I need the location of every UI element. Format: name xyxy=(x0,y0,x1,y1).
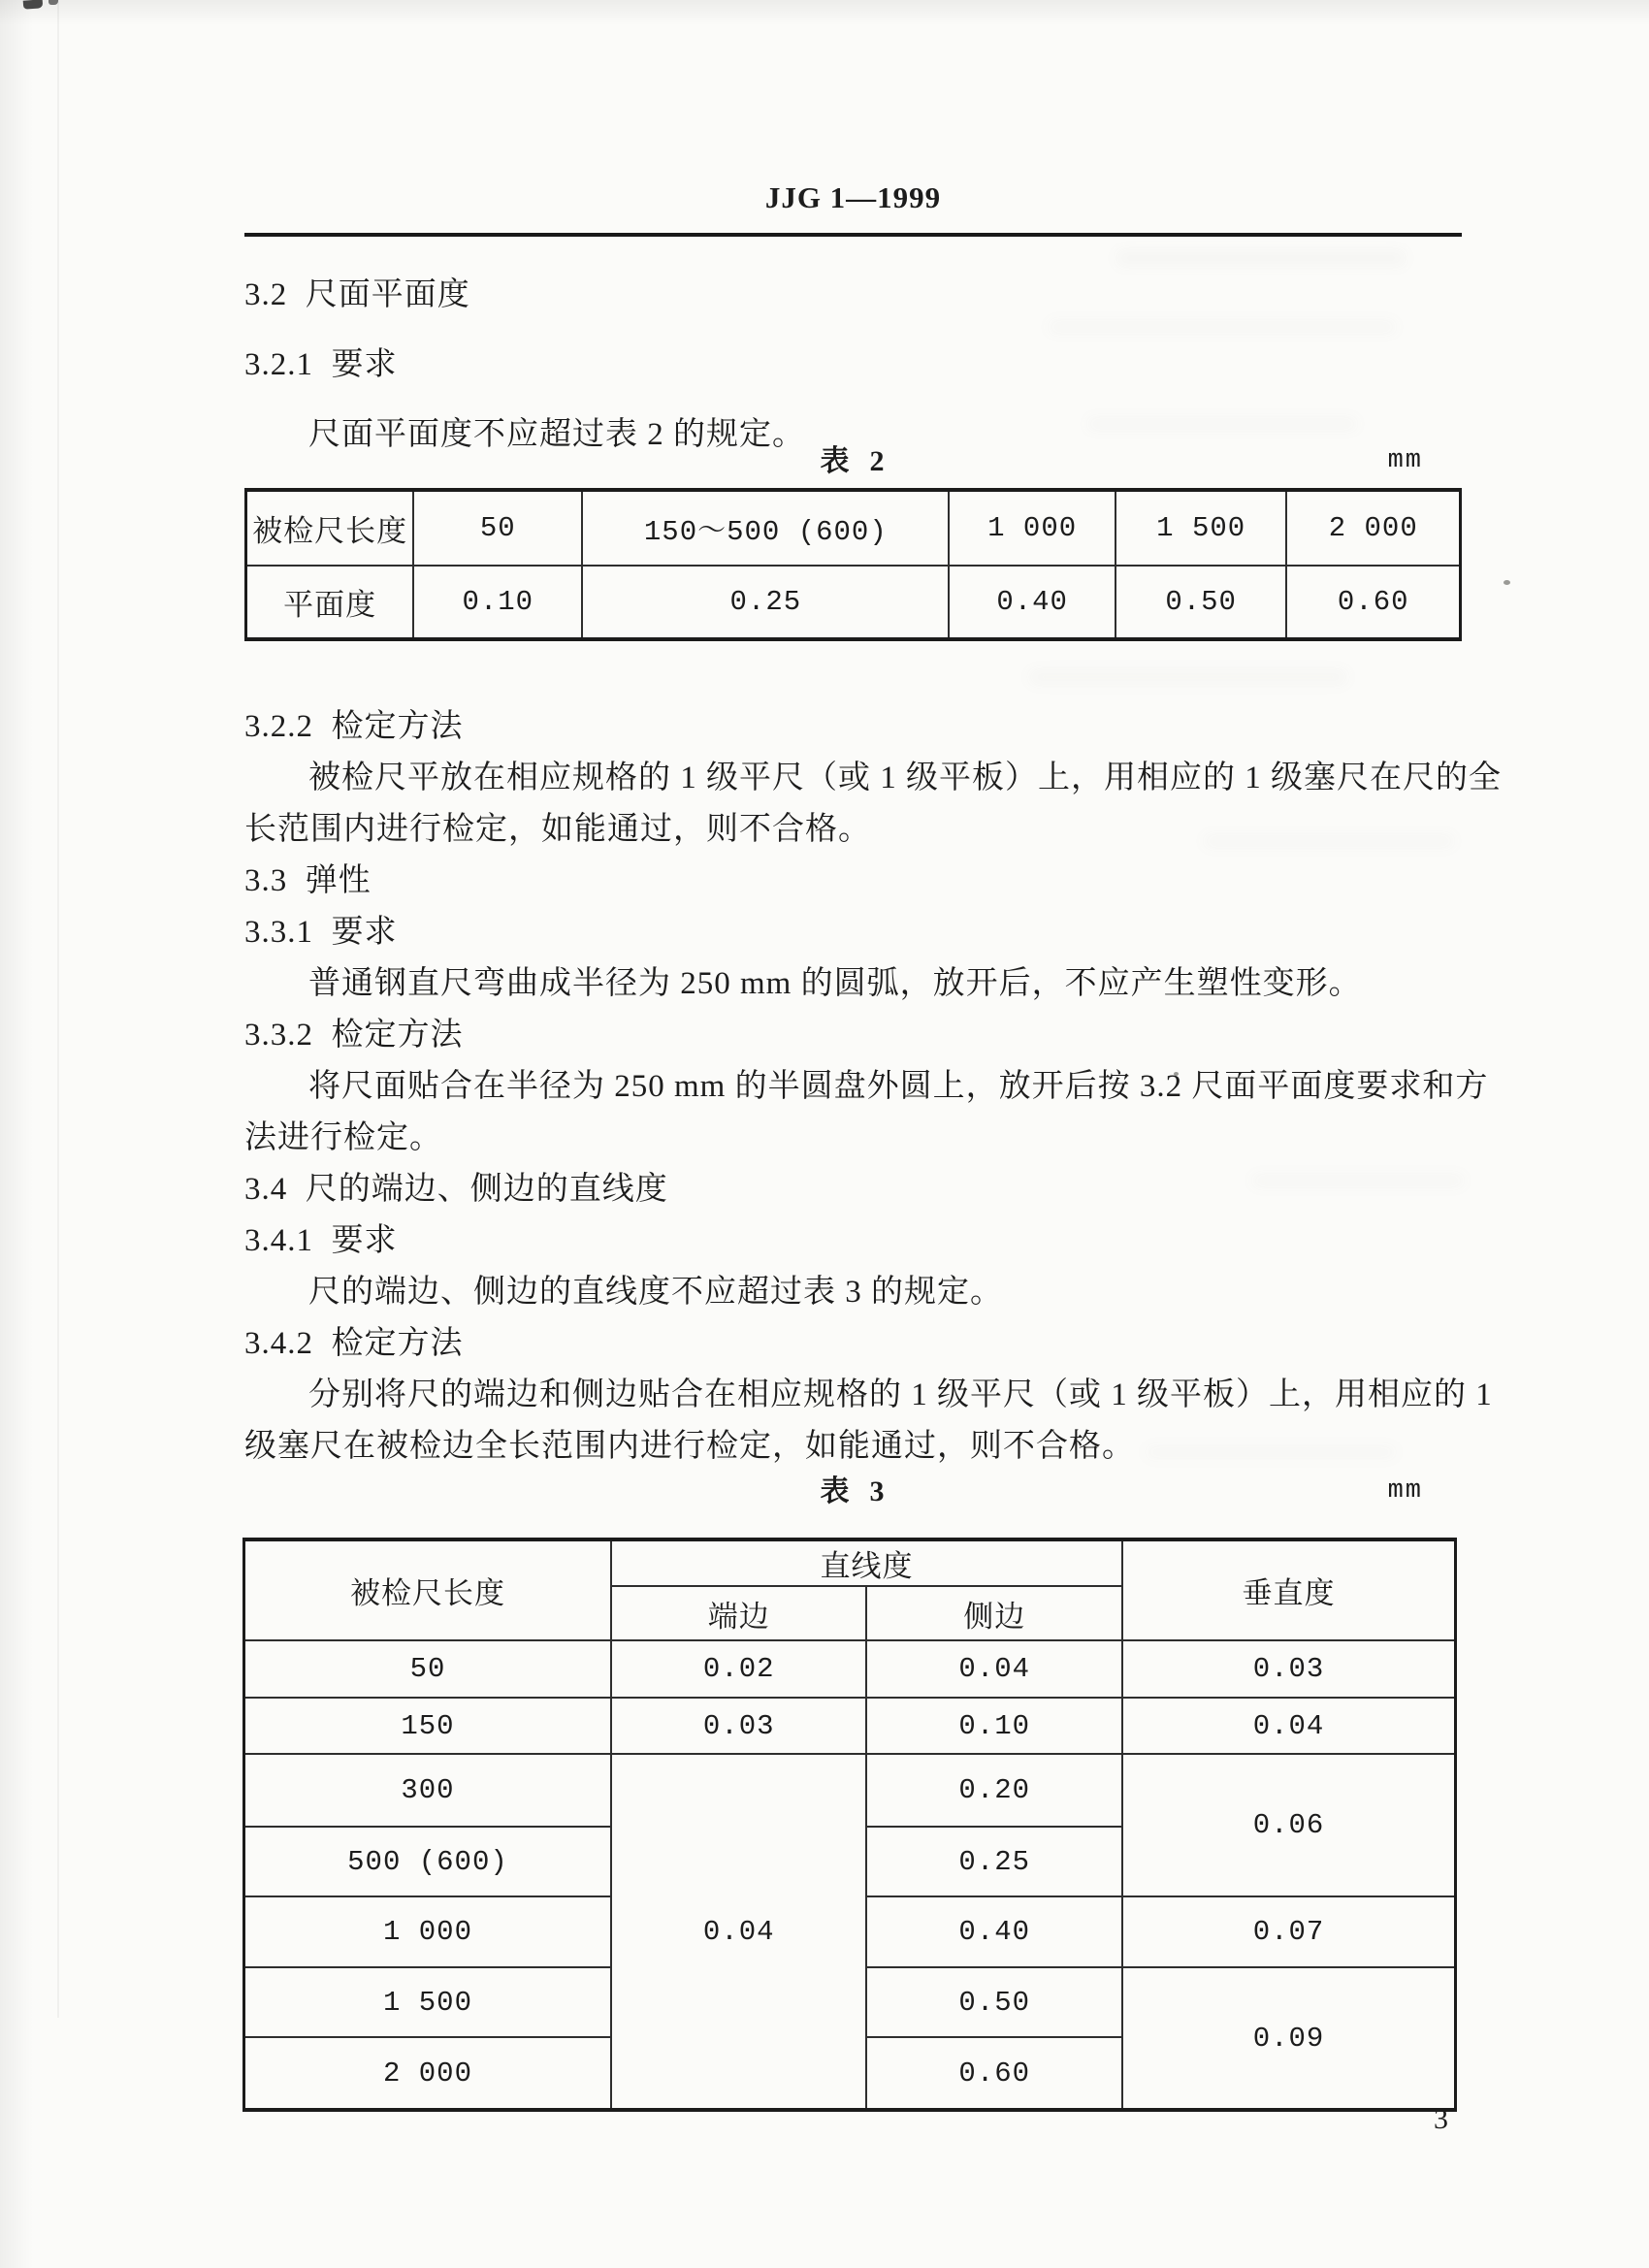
t3-cell: 1 000 xyxy=(244,1896,611,1967)
t2-cell: 0.40 xyxy=(949,566,1116,639)
t2-flatness-label: 平面度 xyxy=(246,566,414,639)
t3-cell: 500 (600) xyxy=(244,1827,611,1896)
table3-straightness xyxy=(242,1538,1457,2112)
t2-header-1500: 1 500 xyxy=(1116,490,1287,566)
table3-caption-row xyxy=(244,1473,1462,1511)
page-number: 3 xyxy=(1434,2103,1448,2135)
t3-cell: 50 xyxy=(244,1640,611,1698)
section-3-2-2-heading: 3.2.2 检定方法 xyxy=(244,709,464,744)
t3-cell: 300 xyxy=(244,1754,611,1827)
t2-header-50: 50 xyxy=(413,490,582,566)
t3-cell: 0.07 xyxy=(1122,1896,1456,1967)
para-3-3-1: 普通钢直尺弯曲成半径为 250 mm 的圆弧，放开后，不应产生塑性变形。 xyxy=(308,966,1362,1001)
section-3-3-heading: 3.3 弹性 xyxy=(244,863,372,898)
t3-cell: 0.40 xyxy=(866,1896,1122,1967)
t3-merged-end-edge: 0.04 xyxy=(611,1754,867,2110)
t2-header-length: 被检尺长度 xyxy=(246,490,414,566)
t2-header-2000: 2 000 xyxy=(1286,490,1460,566)
document-code: JJG 1—1999 xyxy=(764,180,942,214)
t2-cell: 0.60 xyxy=(1286,566,1460,639)
t2-cell: 0.25 xyxy=(582,566,949,639)
table2-flatness xyxy=(244,488,1462,641)
ink-bleed-smudge xyxy=(1086,417,1358,431)
t3-cell: 1 500 xyxy=(244,1967,611,2037)
t3-cell: 0.20 xyxy=(866,1754,1122,1827)
t3-cell: 0.50 xyxy=(866,1967,1122,2037)
para-3-4-1: 尺的端边、侧边的直线度不应超过表 3 的规定。 xyxy=(308,1275,1003,1310)
para-3-2-2-line-1: 被检尺平放在相应规格的 1 级平尺（或 1 级平板）上，用相应的 1 级塞尺在尺的全 xyxy=(308,761,1502,795)
ink-bleed-smudge xyxy=(1028,669,1348,685)
t3-cell: 2 000 xyxy=(244,2037,611,2110)
t3-cell: 0.04 xyxy=(866,1640,1122,1698)
table3-unit-label: mm xyxy=(1387,1476,1423,1506)
ink-bleed-smudge xyxy=(1048,320,1397,334)
t3-header-end-edge: 端边 xyxy=(611,1586,867,1640)
t3-cell: 150 xyxy=(244,1698,611,1754)
t3-cell: 0.04 xyxy=(1122,1698,1456,1754)
table3-caption: 表 3 xyxy=(820,1475,887,1507)
para-3-2-2-line-2: 长范围内进行检定，如能通过，则不合格。 xyxy=(244,812,871,847)
t3-cell: 0.02 xyxy=(611,1640,867,1698)
t3-header-perpendicularity: 垂直度 xyxy=(1122,1539,1456,1640)
paper-fold-line xyxy=(57,0,59,2018)
scan-speck xyxy=(1504,580,1510,585)
section-3-4-2-heading: 3.4.2 检定方法 xyxy=(244,1326,464,1361)
para-3-3-2-line-2: 法进行检定。 xyxy=(244,1120,442,1155)
para-3-4-2-line-2: 级塞尺在被检边全长范围内进行检定，如能通过，则不合格。 xyxy=(244,1429,1135,1464)
t2-cell: 0.50 xyxy=(1116,566,1287,639)
t3-cell: 0.03 xyxy=(1122,1640,1456,1698)
header-rule xyxy=(244,233,1462,237)
t3-cell: 0.10 xyxy=(866,1698,1122,1754)
section-3-4-1-heading: 3.4.1 要求 xyxy=(244,1223,398,1258)
para-3-2-1: 尺面平面度不应超过表 2 的规定。 xyxy=(308,417,805,452)
t3-merged-perpendicularity-2: 0.09 xyxy=(1122,1967,1456,2110)
section-3-4-heading: 3.4 尺的端边、侧边的直线度 xyxy=(244,1172,668,1207)
t2-cell: 0.10 xyxy=(413,566,582,639)
t3-header-length: 被检尺长度 xyxy=(244,1539,611,1640)
scan-edge-shade-top xyxy=(0,0,1649,25)
scan-edge-shade-left xyxy=(0,0,33,2268)
section-3-3-2-heading: 3.3.2 检定方法 xyxy=(244,1018,464,1053)
section-3-3-1-heading: 3.3.1 要求 xyxy=(244,915,398,950)
table2-caption: 表 2 xyxy=(820,445,887,477)
t3-header-side-edge: 侧边 xyxy=(866,1586,1122,1640)
t2-header-1000: 1 000 xyxy=(949,490,1116,566)
t3-cell: 0.60 xyxy=(866,2037,1122,2110)
table2-caption-row xyxy=(244,442,1462,481)
para-3-4-2-line-1: 分别将尺的端边和侧边贴合在相应规格的 1 级平尺（或 1 级平板）上，用相应的 1 xyxy=(308,1377,1493,1412)
section-3-2-1-heading: 3.2.1 要求 xyxy=(244,347,398,382)
t3-cell: 0.03 xyxy=(611,1698,867,1754)
ink-bleed-smudge xyxy=(1116,250,1406,266)
ink-bleed-smudge xyxy=(1251,1174,1465,1187)
table2-unit-label: mm xyxy=(1387,446,1423,475)
t3-merged-perpendicularity-1: 0.06 xyxy=(1122,1754,1456,1896)
section-3-2-heading: 3.2 尺面平面度 xyxy=(244,277,470,312)
para-3-3-2-line-1: 将尺面贴合在半径为 250 mm 的半圆盘外圆上，放开后按 3.2 尺面平面度要求和方 xyxy=(308,1069,1489,1104)
ink-bleed-smudge xyxy=(1203,834,1455,848)
t3-header-straightness: 直线度 xyxy=(611,1539,1122,1586)
t3-cell: 0.25 xyxy=(866,1827,1122,1896)
t2-header-150-500: 150～500 (600) xyxy=(582,490,949,566)
ink-bleed-smudge xyxy=(1145,1445,1397,1459)
